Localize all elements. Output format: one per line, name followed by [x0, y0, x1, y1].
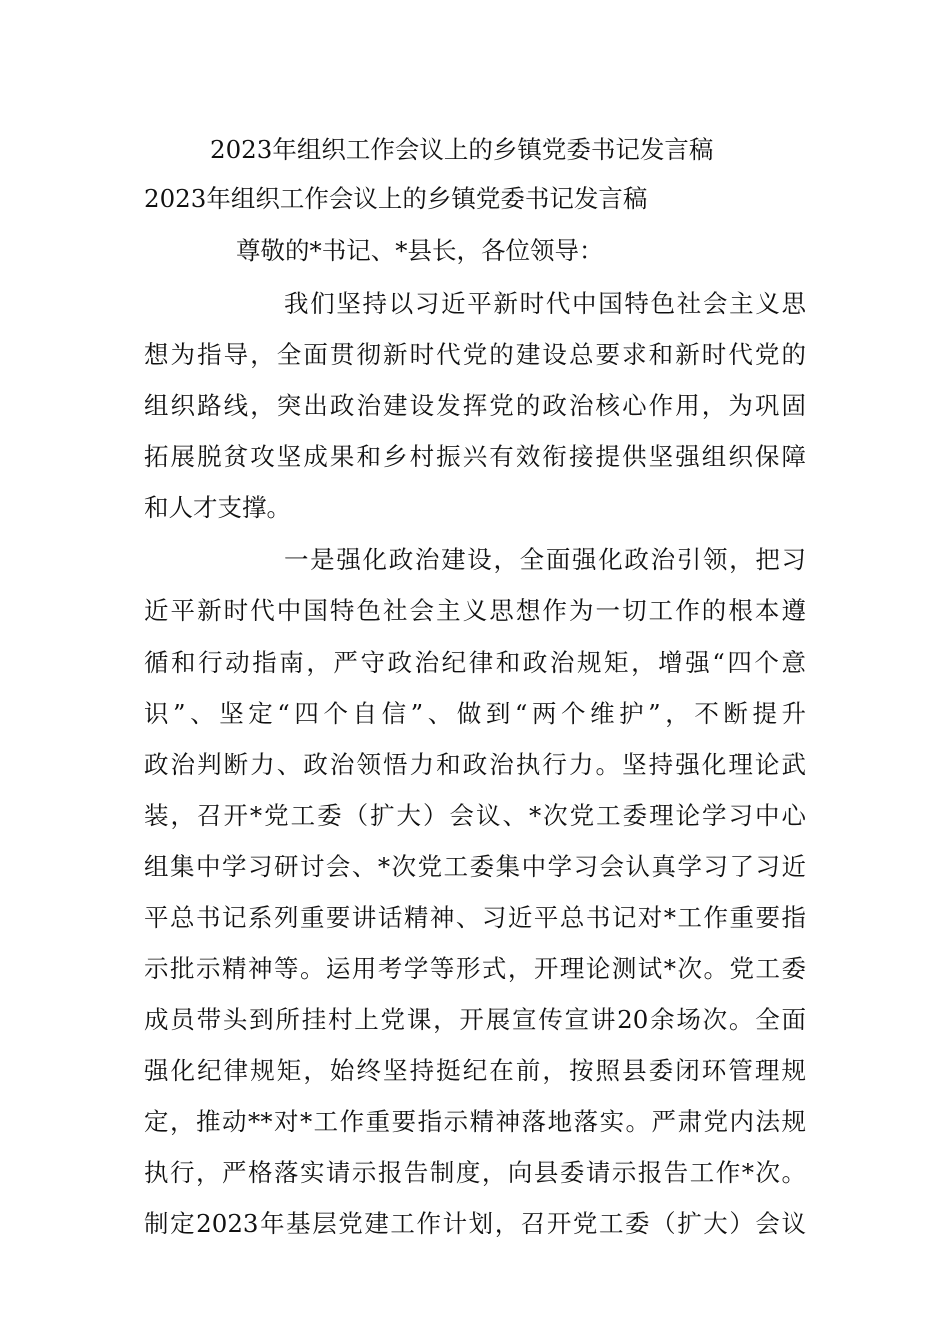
- greeting: 尊敬的*书记、*县长，各位领导：: [236, 236, 604, 265]
- paragraph-2-line: 示批示精神等。运用考学等形式，开理论测试*次。党工委: [144, 954, 806, 983]
- paragraph-2-line: 组集中学习研讨会、*次党工委集中学习会认真学习了习近: [144, 852, 806, 881]
- paragraph-1-line: 组织路线，突出政治建设发挥党的政治核心作用，为巩固: [144, 391, 806, 420]
- paragraph-2-line: 循和行动指南，严守政治纪律和政治规矩，增强“四个意: [144, 648, 806, 677]
- paragraph-2-line: 政治判断力、政治领悟力和政治执行力。坚持强化理论武: [144, 750, 806, 779]
- paragraph-2-line: 近平新时代中国特色社会主义思想作为一切工作的根本遵: [144, 596, 806, 625]
- paragraph-2-line: 成员带头到所挂村上党课，开展宣传宣讲20余场次。全面: [144, 1005, 806, 1034]
- paragraph-1-line: 和人才支撑。: [144, 493, 291, 522]
- document-title: 2023年组织工作会议上的乡镇党委书记发言稿: [210, 135, 714, 164]
- paragraph-2-line: 平总书记系列重要讲话精神、习近平总书记对*工作重要指: [144, 903, 806, 932]
- paragraph-1-line: 我们坚持以习近平新时代中国特色社会主义思: [284, 289, 806, 318]
- paragraph-2-line: 强化纪律规矩，始终坚持挺纪在前，按照县委闭环管理规: [144, 1056, 806, 1085]
- paragraph-2-line: 一是强化政治建设，全面强化政治引领，把习: [284, 545, 806, 574]
- paragraph-2-line: 制定2023年基层党建工作计划，召开党工委（扩大）会议: [144, 1209, 806, 1238]
- paragraph-1-line: 拓展脱贫攻坚成果和乡村振兴有效衔接提供坚强组织保障: [144, 442, 806, 471]
- paragraph-1-line: 想为指导，全面贯彻新时代党的建设总要求和新时代党的: [144, 340, 806, 369]
- paragraph-2-line: 定，推动**对*工作重要指示精神落地落实。严肃党内法规: [144, 1107, 806, 1136]
- document-subtitle: 2023年组织工作会议上的乡镇党委书记发言稿: [144, 184, 648, 213]
- paragraph-2-line: 装，召开*党工委（扩大）会议、*次党工委理论学习中心: [144, 801, 806, 830]
- paragraph-2-line: 识”、坚定“四个自信”、做到“两个维护”，不断提升: [144, 699, 806, 728]
- paragraph-2-line: 执行，严格落实请示报告制度，向县委请示报告工作*次。: [144, 1158, 806, 1187]
